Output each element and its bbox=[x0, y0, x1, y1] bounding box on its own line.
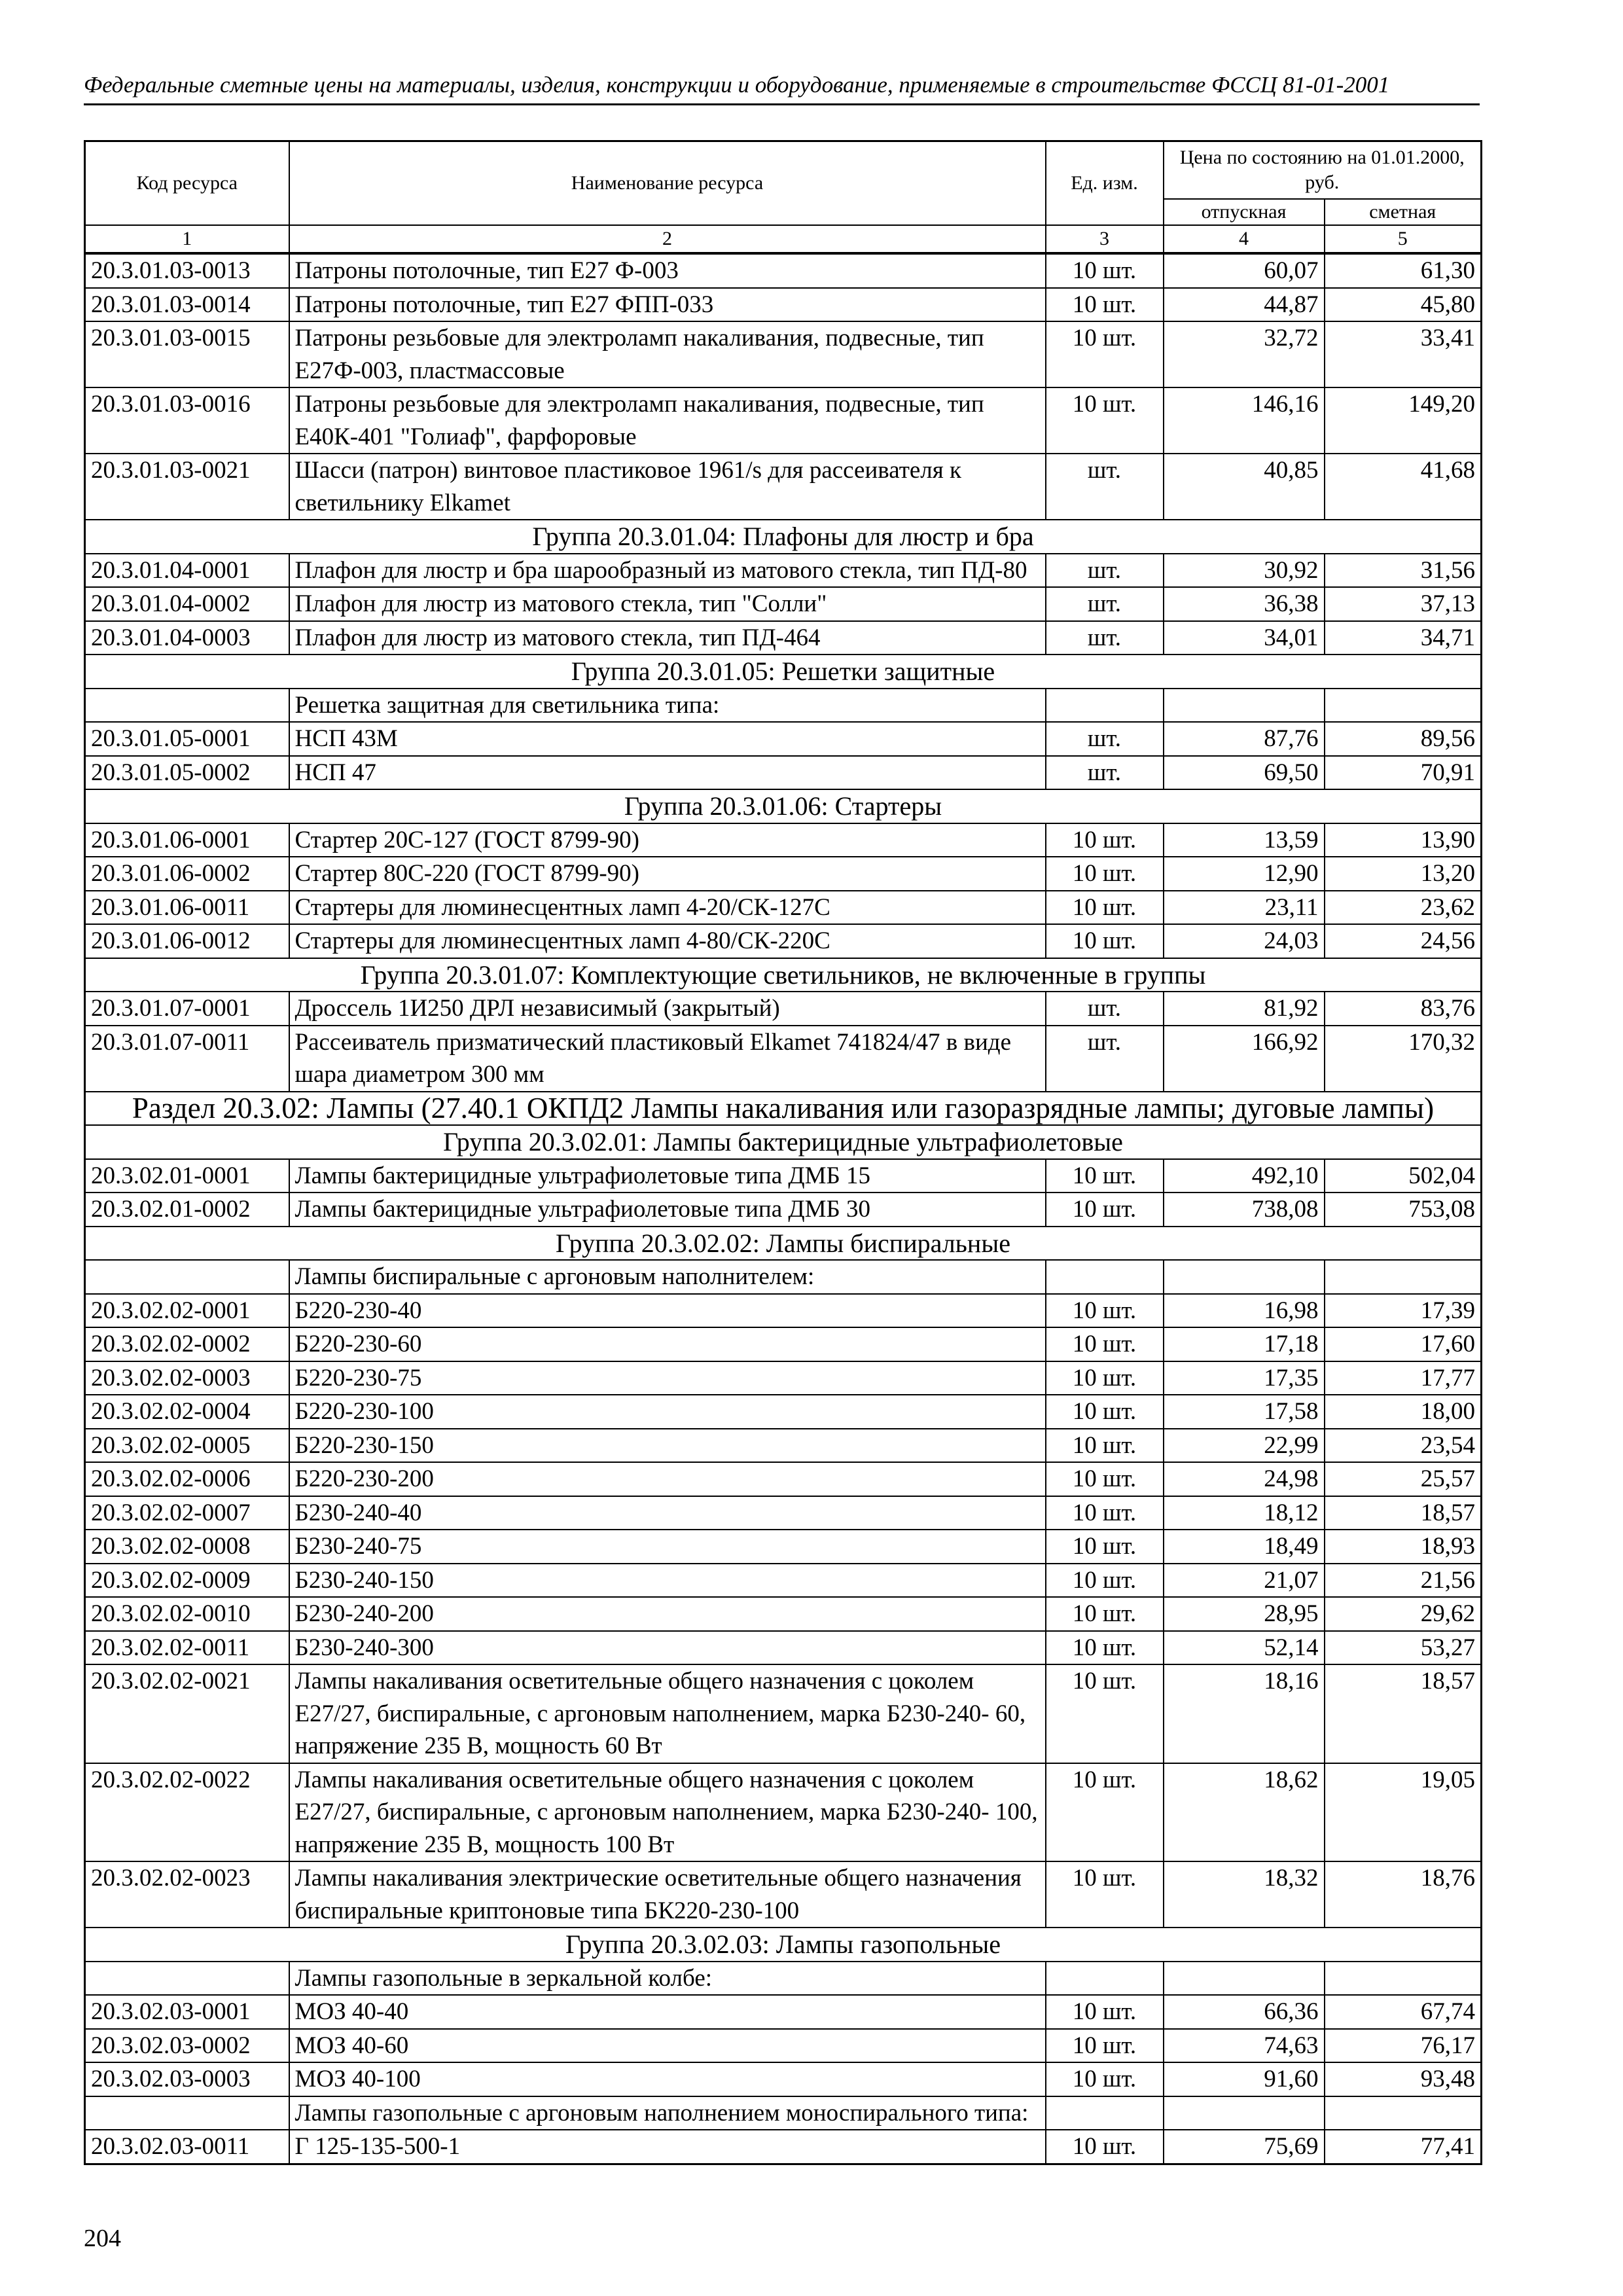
resource-name: Лампы бактерицидные ультрафиолетовые типа ДМБ 30 bbox=[289, 1193, 1046, 1227]
price-cell bbox=[1325, 689, 1482, 723]
code-cell bbox=[85, 2096, 289, 2130]
resource-code: 20.3.01.06-0012 bbox=[85, 924, 289, 958]
unit: 10 шт. bbox=[1046, 2062, 1164, 2096]
header-unit: Ед. изм. bbox=[1046, 141, 1164, 226]
resource-code: 20.3.02.02-0001 bbox=[85, 1294, 289, 1328]
table-row bbox=[85, 1496, 1482, 1530]
release-price: 52,14 bbox=[1164, 1631, 1325, 1665]
table-row bbox=[85, 2062, 1482, 2096]
table-row bbox=[85, 1193, 1482, 1227]
resource-name: Б220-230-150 bbox=[289, 1429, 1046, 1463]
resource-code: 20.3.01.04-0001 bbox=[85, 554, 289, 588]
unit: 10 шт. bbox=[1046, 2130, 1164, 2164]
estimate-price: 37,13 bbox=[1325, 587, 1482, 621]
resource-name: Плафон для люстр из матового стекла, тип ПД-464 bbox=[289, 621, 1046, 655]
estimate-price: 89,56 bbox=[1325, 722, 1482, 756]
resource-code: 20.3.02.02-0006 bbox=[85, 1462, 289, 1496]
group-title: Группа 20.3.01.06: Стартеры bbox=[85, 789, 1482, 823]
resource-code: 20.3.01.03-0021 bbox=[85, 454, 289, 520]
estimate-price: 19,05 bbox=[1325, 1763, 1482, 1862]
price-cell bbox=[1164, 689, 1325, 723]
estimate-price: 83,76 bbox=[1325, 992, 1482, 1026]
unit: 10 шт. bbox=[1046, 1995, 1164, 2029]
resource-name: Лампы накаливания осветительные общего назначения с цоколем Е27/27, биспиральные, с аргоновым наполнением, марка Б230-240- 100, напряжение 235 В, мощность 100 Вт bbox=[289, 1763, 1046, 1862]
estimate-price: 34,71 bbox=[1325, 621, 1482, 655]
column-number: 5 bbox=[1325, 225, 1482, 253]
table-row bbox=[85, 2029, 1482, 2063]
resource-name: МОЗ 40-40 bbox=[289, 1995, 1046, 2029]
resource-name: Б220-230-60 bbox=[289, 1327, 1046, 1361]
resource-name: Рассеиватель призматический пластиковый Elkamet 741824/47 в виде шара диаметром 300 мм bbox=[289, 1026, 1046, 1092]
resource-code: 20.3.02.03-0002 bbox=[85, 2029, 289, 2063]
estimate-price: 31,56 bbox=[1325, 554, 1482, 588]
table-row bbox=[85, 924, 1482, 958]
resource-name: Шасси (патрон) винтовое пластиковое 1961/s для рассеивателя к светильнику Elkamet bbox=[289, 454, 1046, 520]
table-row bbox=[85, 1530, 1482, 1564]
estimate-price: 25,57 bbox=[1325, 1462, 1482, 1496]
resource-code: 20.3.01.05-0002 bbox=[85, 756, 289, 790]
resource-name: Патроны резьбовые для электроламп накаливания, подвесные, тип Е40К-401 "Голиаф", фарфоровые bbox=[289, 387, 1046, 454]
release-price: 738,08 bbox=[1164, 1193, 1325, 1227]
table-row bbox=[85, 891, 1482, 925]
release-price: 24,03 bbox=[1164, 924, 1325, 958]
release-price: 146,16 bbox=[1164, 387, 1325, 454]
unit: шт. bbox=[1046, 992, 1164, 1026]
header-code: Код ресурса bbox=[85, 141, 289, 226]
group-title: Группа 20.3.02.02: Лампы биспиральные bbox=[85, 1227, 1482, 1261]
release-price: 74,63 bbox=[1164, 2029, 1325, 2063]
resource-code: 20.3.02.02-0007 bbox=[85, 1496, 289, 1530]
price-cell bbox=[1325, 1962, 1482, 1996]
release-price: 18,16 bbox=[1164, 1664, 1325, 1763]
price-cell bbox=[1164, 1260, 1325, 1294]
release-price: 34,01 bbox=[1164, 621, 1325, 655]
estimate-price: 502,04 bbox=[1325, 1159, 1482, 1193]
code-cell bbox=[85, 1260, 289, 1294]
resource-name: Патроны резьбовые для электроламп накаливания, подвесные, тип Е27Ф-003, пластмассовые bbox=[289, 321, 1046, 387]
release-price: 16,98 bbox=[1164, 1294, 1325, 1328]
resource-name: НСП 43М bbox=[289, 722, 1046, 756]
unit-cell bbox=[1046, 1260, 1164, 1294]
resource-name: Стартер 80С-220 (ГОСТ 8799-90) bbox=[289, 857, 1046, 891]
resource-name: Б230-240-40 bbox=[289, 1496, 1046, 1530]
section-header-row bbox=[85, 1092, 1482, 1126]
resource-code: 20.3.01.03-0013 bbox=[85, 253, 289, 288]
release-price: 60,07 bbox=[1164, 253, 1325, 288]
unit-cell bbox=[1046, 689, 1164, 723]
unit: шт. bbox=[1046, 587, 1164, 621]
resource-name: Стартеры для люминесцентных ламп 4-20/СК-127С bbox=[289, 891, 1046, 925]
resource-code: 20.3.01.03-0015 bbox=[85, 321, 289, 387]
estimate-price: 17,77 bbox=[1325, 1361, 1482, 1395]
resource-code: 20.3.02.02-0011 bbox=[85, 1631, 289, 1665]
group-title: Группа 20.3.01.04: Плафоны для люстр и бра bbox=[85, 520, 1482, 554]
unit: 10 шт. bbox=[1046, 253, 1164, 288]
resource-code: 20.3.02.01-0001 bbox=[85, 1159, 289, 1193]
unit: шт. bbox=[1046, 1026, 1164, 1092]
resource-name: Б220-230-75 bbox=[289, 1361, 1046, 1395]
estimate-price: 93,48 bbox=[1325, 2062, 1482, 2096]
running-header: Федеральные сметные цены на материалы, изделия, конструкции и оборудование, применяемые в строительстве ФССЦ 81-01-2001 bbox=[84, 71, 1480, 105]
resource-name: Б220-230-40 bbox=[289, 1294, 1046, 1328]
column-number: 2 bbox=[289, 225, 1046, 253]
price-table bbox=[84, 140, 1482, 2165]
price-cell bbox=[1164, 1962, 1325, 1996]
unit: шт. bbox=[1046, 554, 1164, 588]
release-price: 40,85 bbox=[1164, 454, 1325, 520]
estimate-price: 33,41 bbox=[1325, 321, 1482, 387]
unit: 10 шт. bbox=[1046, 1429, 1164, 1463]
unit: 10 шт. bbox=[1046, 321, 1164, 387]
release-price: 13,59 bbox=[1164, 823, 1325, 857]
group-header-row bbox=[85, 958, 1482, 992]
estimate-price: 170,32 bbox=[1325, 1026, 1482, 1092]
resource-code: 20.3.01.07-0011 bbox=[85, 1026, 289, 1092]
unit: шт. bbox=[1046, 756, 1164, 790]
release-price: 66,36 bbox=[1164, 1995, 1325, 2029]
group-header-row bbox=[85, 1227, 1482, 1261]
resource-name: Дроссель 1И250 ДРЛ независимый (закрытый) bbox=[289, 992, 1046, 1026]
table-row bbox=[85, 1294, 1482, 1328]
resource-code: 20.3.02.02-0005 bbox=[85, 1429, 289, 1463]
unit: 10 шт. bbox=[1046, 2029, 1164, 2063]
unit: 10 шт. bbox=[1046, 924, 1164, 958]
code-cell bbox=[85, 1962, 289, 1996]
group-title: Группа 20.3.02.03: Лампы газопольные bbox=[85, 1928, 1482, 1962]
estimate-price: 67,74 bbox=[1325, 1995, 1482, 2029]
table-row bbox=[85, 387, 1482, 454]
section-title: Раздел 20.3.02: Лампы (27.40.1 ОКПД2 Лампы накаливания или газоразрядные лампы; дуговые лампы) bbox=[85, 1092, 1482, 1126]
release-price: 18,12 bbox=[1164, 1496, 1325, 1530]
table-row bbox=[85, 2130, 1482, 2164]
unit: 10 шт. bbox=[1046, 1395, 1164, 1429]
resource-code: 20.3.01.06-0011 bbox=[85, 891, 289, 925]
estimate-price: 18,57 bbox=[1325, 1496, 1482, 1530]
unit: 10 шт. bbox=[1046, 1193, 1164, 1227]
resource-name: Стартеры для люминесцентных ламп 4-80/СК-220С bbox=[289, 924, 1046, 958]
table-row bbox=[85, 1631, 1482, 1665]
price-cell bbox=[1325, 1260, 1482, 1294]
estimate-price: 29,62 bbox=[1325, 1597, 1482, 1631]
estimate-price: 13,90 bbox=[1325, 823, 1482, 857]
unit: 10 шт. bbox=[1046, 1159, 1164, 1193]
estimate-price: 76,17 bbox=[1325, 2029, 1482, 2063]
resource-code: 20.3.02.02-0004 bbox=[85, 1395, 289, 1429]
resource-code: 20.3.01.03-0016 bbox=[85, 387, 289, 454]
unit: 10 шт. bbox=[1046, 1664, 1164, 1763]
resource-code: 20.3.01.04-0002 bbox=[85, 587, 289, 621]
table-row bbox=[85, 1664, 1482, 1763]
resource-name: МОЗ 40-60 bbox=[289, 2029, 1046, 2063]
unit: 10 шт. bbox=[1046, 1294, 1164, 1328]
estimate-price: 13,20 bbox=[1325, 857, 1482, 891]
resource-name: Плафон для люстр из матового стекла, тип "Солли" bbox=[289, 587, 1046, 621]
estimate-price: 23,54 bbox=[1325, 1429, 1482, 1463]
unit: 10 шт. bbox=[1046, 891, 1164, 925]
code-cell bbox=[85, 689, 289, 723]
group-header-row bbox=[85, 655, 1482, 689]
column-number: 4 bbox=[1164, 225, 1325, 253]
resource-name: Б220-230-200 bbox=[289, 1462, 1046, 1496]
group-title: Группа 20.3.02.01: Лампы бактерицидные ультрафиолетовые bbox=[85, 1125, 1482, 1159]
resource-code: 20.3.02.03-0003 bbox=[85, 2062, 289, 2096]
header-price: Цена по состоянию на 01.01.2000, руб. bbox=[1164, 141, 1482, 200]
table-row bbox=[85, 1395, 1482, 1429]
resource-code: 20.3.02.02-0002 bbox=[85, 1327, 289, 1361]
estimate-price: 41,68 bbox=[1325, 454, 1482, 520]
table-row bbox=[85, 1995, 1482, 2029]
release-price: 17,18 bbox=[1164, 1327, 1325, 1361]
resource-code: 20.3.02.02-0022 bbox=[85, 1763, 289, 1862]
table-row bbox=[85, 1361, 1482, 1395]
table-row bbox=[85, 823, 1482, 857]
estimate-price: 753,08 bbox=[1325, 1193, 1482, 1227]
resource-code: 20.3.01.06-0001 bbox=[85, 823, 289, 857]
group-header-row bbox=[85, 789, 1482, 823]
group-title: Группа 20.3.01.05: Решетки защитные bbox=[85, 655, 1482, 689]
unit: 10 шт. bbox=[1046, 857, 1164, 891]
estimate-price: 77,41 bbox=[1325, 2130, 1482, 2164]
estimate-price: 45,80 bbox=[1325, 288, 1482, 322]
table-row bbox=[85, 1861, 1482, 1928]
resource-name: Б230-240-200 bbox=[289, 1597, 1046, 1631]
release-price: 23,11 bbox=[1164, 891, 1325, 925]
resource-code: 20.3.02.02-0023 bbox=[85, 1861, 289, 1928]
resource-name: Г 125-135-500-1 bbox=[289, 2130, 1046, 2164]
estimate-price: 17,39 bbox=[1325, 1294, 1482, 1328]
resource-name: Патроны потолочные, тип Е27 Ф-003 bbox=[289, 253, 1046, 288]
release-price: 75,69 bbox=[1164, 2130, 1325, 2164]
unit: 10 шт. bbox=[1046, 288, 1164, 322]
resource-name: Плафон для люстр и бра шарообразный из матового стекла, тип ПД-80 bbox=[289, 554, 1046, 588]
estimate-price: 21,56 bbox=[1325, 1564, 1482, 1598]
group-header-row bbox=[85, 1928, 1482, 1962]
unit: 10 шт. bbox=[1046, 1631, 1164, 1665]
subheading-text: Лампы газопольные с аргоновым наполнением моноспирального типа: bbox=[289, 2096, 1046, 2130]
resource-code: 20.3.02.02-0008 bbox=[85, 1530, 289, 1564]
resource-name: НСП 47 bbox=[289, 756, 1046, 790]
resource-name: Стартер 20С-127 (ГОСТ 8799-90) bbox=[289, 823, 1046, 857]
unit-cell bbox=[1046, 1962, 1164, 1996]
release-price: 91,60 bbox=[1164, 2062, 1325, 2096]
column-number: 1 bbox=[85, 225, 289, 253]
resource-code: 20.3.01.05-0001 bbox=[85, 722, 289, 756]
table-row bbox=[85, 621, 1482, 655]
unit: 10 шт. bbox=[1046, 1564, 1164, 1598]
release-price: 69,50 bbox=[1164, 756, 1325, 790]
resource-name: Лампы накаливания осветительные общего назначения с цоколем Е27/27, биспиральные, с аргоновым наполнением, марка Б230-240- 60, напряжение 235 В, мощность 60 Вт bbox=[289, 1664, 1046, 1763]
table-row bbox=[85, 253, 1482, 288]
table-row bbox=[85, 1159, 1482, 1193]
estimate-price: 53,27 bbox=[1325, 1631, 1482, 1665]
table-row bbox=[85, 722, 1482, 756]
table-row bbox=[85, 288, 1482, 322]
unit: 10 шт. bbox=[1046, 1327, 1164, 1361]
table-row bbox=[85, 1327, 1482, 1361]
release-price: 22,99 bbox=[1164, 1429, 1325, 1463]
header-release-price: отпускная bbox=[1164, 199, 1325, 225]
table-row bbox=[85, 756, 1482, 790]
release-price: 492,10 bbox=[1164, 1159, 1325, 1193]
resource-name: Б230-240-300 bbox=[289, 1631, 1046, 1665]
resource-code: 20.3.02.02-0021 bbox=[85, 1664, 289, 1763]
release-price: 87,76 bbox=[1164, 722, 1325, 756]
release-price: 17,35 bbox=[1164, 1361, 1325, 1395]
release-price: 44,87 bbox=[1164, 288, 1325, 322]
resource-name: Лампы накаливания электрические осветительные общего назначения биспиральные криптоновые типа БК220-230-100 bbox=[289, 1861, 1046, 1928]
resource-name: Лампы бактерицидные ультрафиолетовые типа ДМБ 15 bbox=[289, 1159, 1046, 1193]
column-number: 3 bbox=[1046, 225, 1164, 253]
estimate-price: 18,00 bbox=[1325, 1395, 1482, 1429]
subheading-row bbox=[85, 2096, 1482, 2130]
resource-name: Б230-240-75 bbox=[289, 1530, 1046, 1564]
release-price: 18,32 bbox=[1164, 1861, 1325, 1928]
estimate-price: 149,20 bbox=[1325, 387, 1482, 454]
release-price: 30,92 bbox=[1164, 554, 1325, 588]
resource-code: 20.3.02.01-0002 bbox=[85, 1193, 289, 1227]
resource-name: Патроны потолочные, тип Е27 ФПП-033 bbox=[289, 288, 1046, 322]
subheading-text: Лампы газопольные в зеркальной колбе: bbox=[289, 1962, 1046, 1996]
resource-name: МОЗ 40-100 bbox=[289, 2062, 1046, 2096]
subheading-text: Лампы биспиральные с аргоновым наполнителем: bbox=[289, 1260, 1046, 1294]
unit: шт. bbox=[1046, 621, 1164, 655]
table-row bbox=[85, 992, 1482, 1026]
table-row bbox=[85, 1429, 1482, 1463]
unit: 10 шт. bbox=[1046, 1361, 1164, 1395]
release-price: 36,38 bbox=[1164, 587, 1325, 621]
resource-code: 20.3.02.02-0009 bbox=[85, 1564, 289, 1598]
resource-code: 20.3.01.03-0014 bbox=[85, 288, 289, 322]
group-title: Группа 20.3.01.07: Комплектующие светильников, не включенные в группы bbox=[85, 958, 1482, 992]
subheading-row bbox=[85, 1962, 1482, 1996]
unit: 10 шт. bbox=[1046, 1530, 1164, 1564]
unit: 10 шт. bbox=[1046, 1462, 1164, 1496]
release-price: 32,72 bbox=[1164, 321, 1325, 387]
group-header-row bbox=[85, 520, 1482, 554]
estimate-price: 18,57 bbox=[1325, 1664, 1482, 1763]
resource-code: 20.3.01.07-0001 bbox=[85, 992, 289, 1026]
estimate-price: 24,56 bbox=[1325, 924, 1482, 958]
resource-code: 20.3.01.04-0003 bbox=[85, 621, 289, 655]
table-row bbox=[85, 454, 1482, 520]
unit-cell bbox=[1046, 2096, 1164, 2130]
resource-code: 20.3.02.02-0010 bbox=[85, 1597, 289, 1631]
subheading-text: Решетка защитная для светильника типа: bbox=[289, 689, 1046, 723]
release-price: 24,98 bbox=[1164, 1462, 1325, 1496]
table-row bbox=[85, 1462, 1482, 1496]
table-row bbox=[85, 587, 1482, 621]
estimate-price: 18,93 bbox=[1325, 1530, 1482, 1564]
unit: 10 шт. bbox=[1046, 1597, 1164, 1631]
unit: 10 шт. bbox=[1046, 1763, 1164, 1862]
release-price: 166,92 bbox=[1164, 1026, 1325, 1092]
resource-code: 20.3.02.03-0011 bbox=[85, 2130, 289, 2164]
page-number: 204 bbox=[84, 2225, 121, 2252]
table-row bbox=[85, 857, 1482, 891]
table-row bbox=[85, 1597, 1482, 1631]
resource-code: 20.3.02.03-0001 bbox=[85, 1995, 289, 2029]
unit: 10 шт. bbox=[1046, 387, 1164, 454]
header-name: Наименование ресурса bbox=[289, 141, 1046, 226]
unit: 10 шт. bbox=[1046, 1861, 1164, 1928]
header-estimate-price: сметная bbox=[1325, 199, 1482, 225]
table-row bbox=[85, 1026, 1482, 1092]
price-cell bbox=[1164, 2096, 1325, 2130]
resource-code: 20.3.01.06-0002 bbox=[85, 857, 289, 891]
release-price: 18,62 bbox=[1164, 1763, 1325, 1862]
estimate-price: 23,62 bbox=[1325, 891, 1482, 925]
unit: 10 шт. bbox=[1046, 823, 1164, 857]
release-price: 18,49 bbox=[1164, 1530, 1325, 1564]
table-row bbox=[85, 1564, 1482, 1598]
release-price: 17,58 bbox=[1164, 1395, 1325, 1429]
unit: 10 шт. bbox=[1046, 1496, 1164, 1530]
resource-name: Б220-230-100 bbox=[289, 1395, 1046, 1429]
resource-name: Б230-240-150 bbox=[289, 1564, 1046, 1598]
unit: шт. bbox=[1046, 722, 1164, 756]
unit: шт. bbox=[1046, 454, 1164, 520]
table-row bbox=[85, 554, 1482, 588]
release-price: 28,95 bbox=[1164, 1597, 1325, 1631]
subheading-row bbox=[85, 689, 1482, 723]
table-body bbox=[85, 253, 1482, 2164]
table-row bbox=[85, 1763, 1482, 1862]
release-price: 81,92 bbox=[1164, 992, 1325, 1026]
estimate-price: 17,60 bbox=[1325, 1327, 1482, 1361]
estimate-price: 61,30 bbox=[1325, 253, 1482, 288]
release-price: 21,07 bbox=[1164, 1564, 1325, 1598]
table-row bbox=[85, 321, 1482, 387]
subheading-row bbox=[85, 1260, 1482, 1294]
estimate-price: 18,76 bbox=[1325, 1861, 1482, 1928]
resource-code: 20.3.02.02-0003 bbox=[85, 1361, 289, 1395]
group-header-row bbox=[85, 1125, 1482, 1159]
release-price: 12,90 bbox=[1164, 857, 1325, 891]
price-cell bbox=[1325, 2096, 1482, 2130]
estimate-price: 70,91 bbox=[1325, 756, 1482, 790]
